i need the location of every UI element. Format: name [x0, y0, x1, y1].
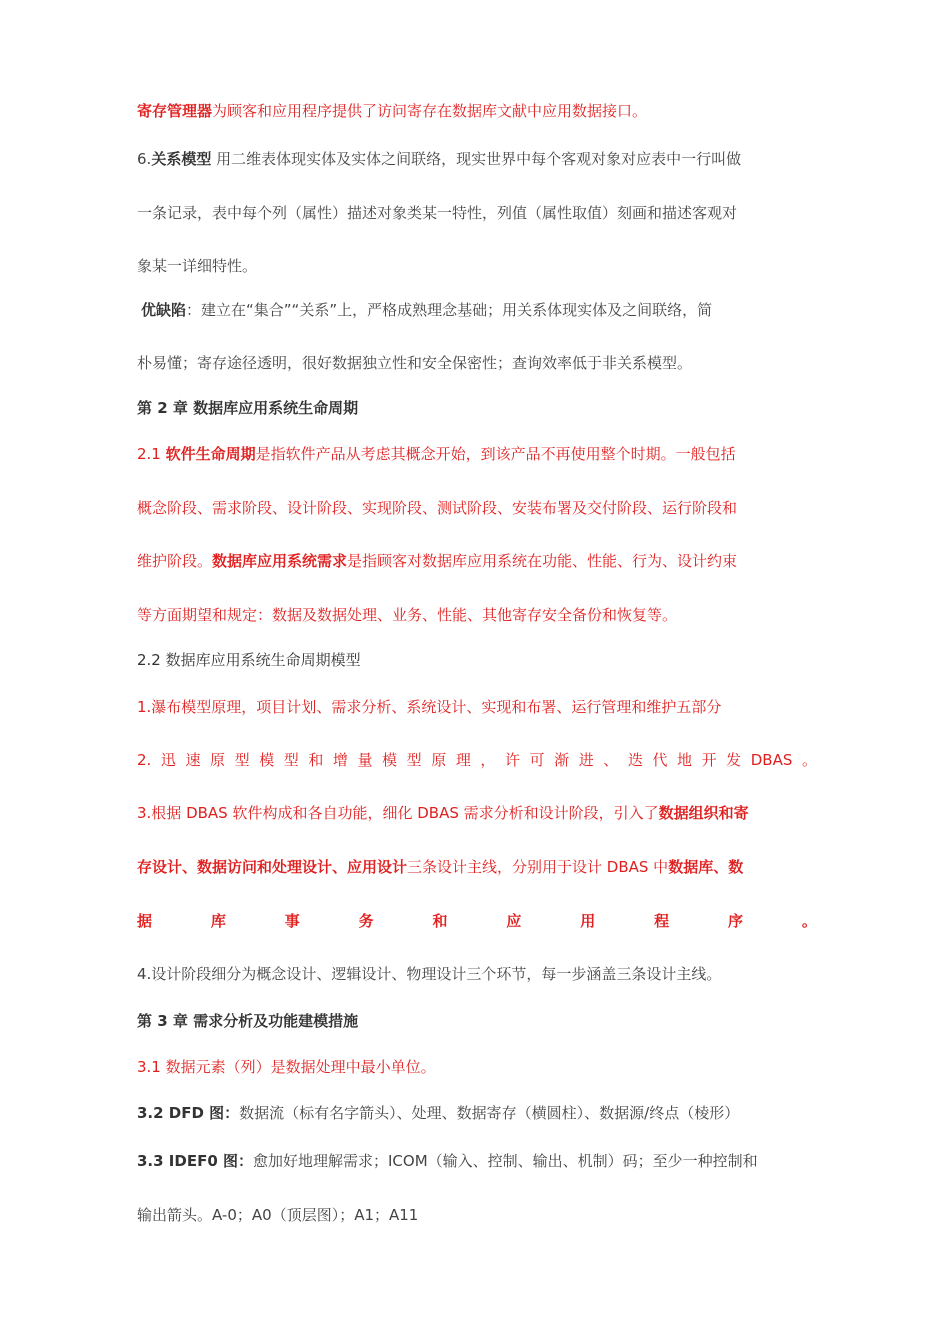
text-segment: 数据组织和寄 [658, 804, 749, 822]
word: 速 [185, 751, 201, 769]
term-software-lifecycle: 软件生命周期 [165, 445, 256, 463]
word: 2. [137, 751, 152, 769]
text-segment: 2.1 [137, 445, 166, 463]
text-segment: 愈加好地理解需求；ICOM（输入、控制、输出、机制）码；至少一种控制和 [252, 1152, 758, 1170]
text-segment: 是指顾客对数据库应用系统在功能、性能、行为、设计约束 [347, 552, 738, 570]
text-segment: 维护阶段。 [137, 552, 213, 570]
word: 型 [234, 751, 250, 769]
word: 原 [210, 751, 226, 769]
word: 渐 [554, 751, 570, 769]
text-line: 3.1 数据元素（列）是数据处理中最小单位。 [137, 1058, 436, 1076]
text-line: 概念阶段、需求阶段、设计阶段、实现阶段、测试阶段、安装布署及交付阶段、运行阶段和 [137, 499, 738, 517]
para-design-lines [137, 803, 817, 823]
section-2-2-heading: 2.2 数据库应用系统生命周期模型 [137, 651, 361, 669]
word: 务 [358, 912, 374, 930]
para-relational-model [137, 149, 817, 169]
word: 型 [406, 751, 422, 769]
chapter-3-heading: 第 3 章 需求分析及功能建模措施 [137, 1012, 359, 1030]
word: 迭 [627, 751, 643, 769]
word: 程 [654, 912, 670, 930]
text-line: 象某一详细特性。 [137, 257, 258, 275]
word: 型 [283, 751, 299, 769]
text-segment: 数据流（标有名字箭头）、处理、数据寄存（横圆柱）、数据源/终点（棱形） [239, 1104, 740, 1122]
para-idef0 [137, 1151, 817, 1171]
term-relational-model: 关系模型 [151, 150, 212, 168]
word: 开 [701, 751, 717, 769]
text-segment: 是指软件产品从考虑其概念开始，到该产品不再使用整个时期。一般包括 [255, 445, 736, 463]
term-dfd: 3.2 DFD 图： [137, 1104, 240, 1122]
para-design-lines-cont [137, 857, 817, 877]
term-dbas-requirements: 数据库应用系统需求 [212, 552, 348, 570]
text-segment: 3.根据 DBAS 软件构成和各自功能，细化 DBAS 需求分析和设计阶段，引入了 [137, 804, 659, 822]
text-segment: 为顾客和应用程序提供了访问寄存在数据库文献中应用数据接口。 [212, 102, 648, 120]
text-segment: 数据库、数 [668, 858, 744, 876]
word: ， [480, 751, 496, 769]
word: 发 [726, 751, 742, 769]
para-software-lifecycle [137, 444, 817, 464]
word: 迅 [160, 751, 176, 769]
word: 和 [432, 912, 448, 930]
word: 增 [332, 751, 348, 769]
text-segment: ：建立在“集合”“关系”上，严格成熟理念基础；用关系体现实体及之间联络，简 [186, 301, 713, 319]
chapter-2-heading: 第 2 章 数据库应用系统生命周期 [137, 399, 359, 417]
para-design-lines-end [137, 911, 817, 931]
term-pros-cons: 优缺陷 [141, 301, 187, 319]
word: 进 [578, 751, 594, 769]
word: 。 [801, 912, 817, 930]
text-segment: 6. [137, 150, 152, 168]
text-line: 输出箭头。A-0；A0（顶层图）；A1；A11 [137, 1206, 419, 1224]
word: 、 [603, 751, 619, 769]
text-line: 朴易懂；寄存途径透明，很好数据独立性和安全保密性；查询效率低于非关系模型。 [137, 354, 693, 372]
text-segment: 存设计、数据访问和处理设计、应用设计 [137, 858, 408, 876]
text-line: 4.设计阶段细分为概念设计、逻辑设计、物理设计三个环节，每一步涵盖三条设计主线。 [137, 965, 722, 983]
para-pros-cons [141, 300, 821, 320]
word: 序 [728, 912, 744, 930]
para-requirements [137, 551, 817, 571]
word: 库 [210, 912, 226, 930]
term-idef0: 3.3 IDEF0 图： [137, 1152, 253, 1170]
word: 和 [308, 751, 324, 769]
word: 据 [137, 912, 153, 930]
word: 用 [580, 912, 596, 930]
word: 模 [382, 751, 398, 769]
para-dfd [137, 1103, 817, 1123]
text-line: 一条记录，表中每个列（属性）描述对象类某一特性，列值（属性取值）刻画和描述客观对 [137, 204, 738, 222]
word: 代 [652, 751, 668, 769]
para-rapid-prototype [137, 750, 817, 770]
term-storage-manager: 寄存管理器 [137, 102, 213, 120]
para-storage-manager [137, 101, 817, 121]
word: 模 [259, 751, 275, 769]
word: DBAS [750, 751, 793, 769]
word: 应 [506, 912, 522, 930]
word: 量 [357, 751, 373, 769]
text-segment: 三条设计主线，分别用于设计 DBAS 中 [407, 858, 669, 876]
word: 理 [455, 751, 471, 769]
word: 。 [801, 751, 817, 769]
word: 可 [529, 751, 545, 769]
word: 事 [284, 912, 300, 930]
text-segment: 用二维表体现实体及实体之间联络，现实世界中每个客观对象对应表中一行叫做 [211, 150, 742, 168]
word: 原 [431, 751, 447, 769]
word: 许 [504, 751, 520, 769]
text-line: 等方面期望和规定：数据及数据处理、业务、性能、其他寄存安全备份和恢复等。 [137, 606, 678, 624]
word: 地 [677, 751, 693, 769]
text-line: 1.瀑布模型原理，项目计划、需求分析、系统设计、实现和布署、运行管理和维护五部分 [137, 698, 722, 716]
